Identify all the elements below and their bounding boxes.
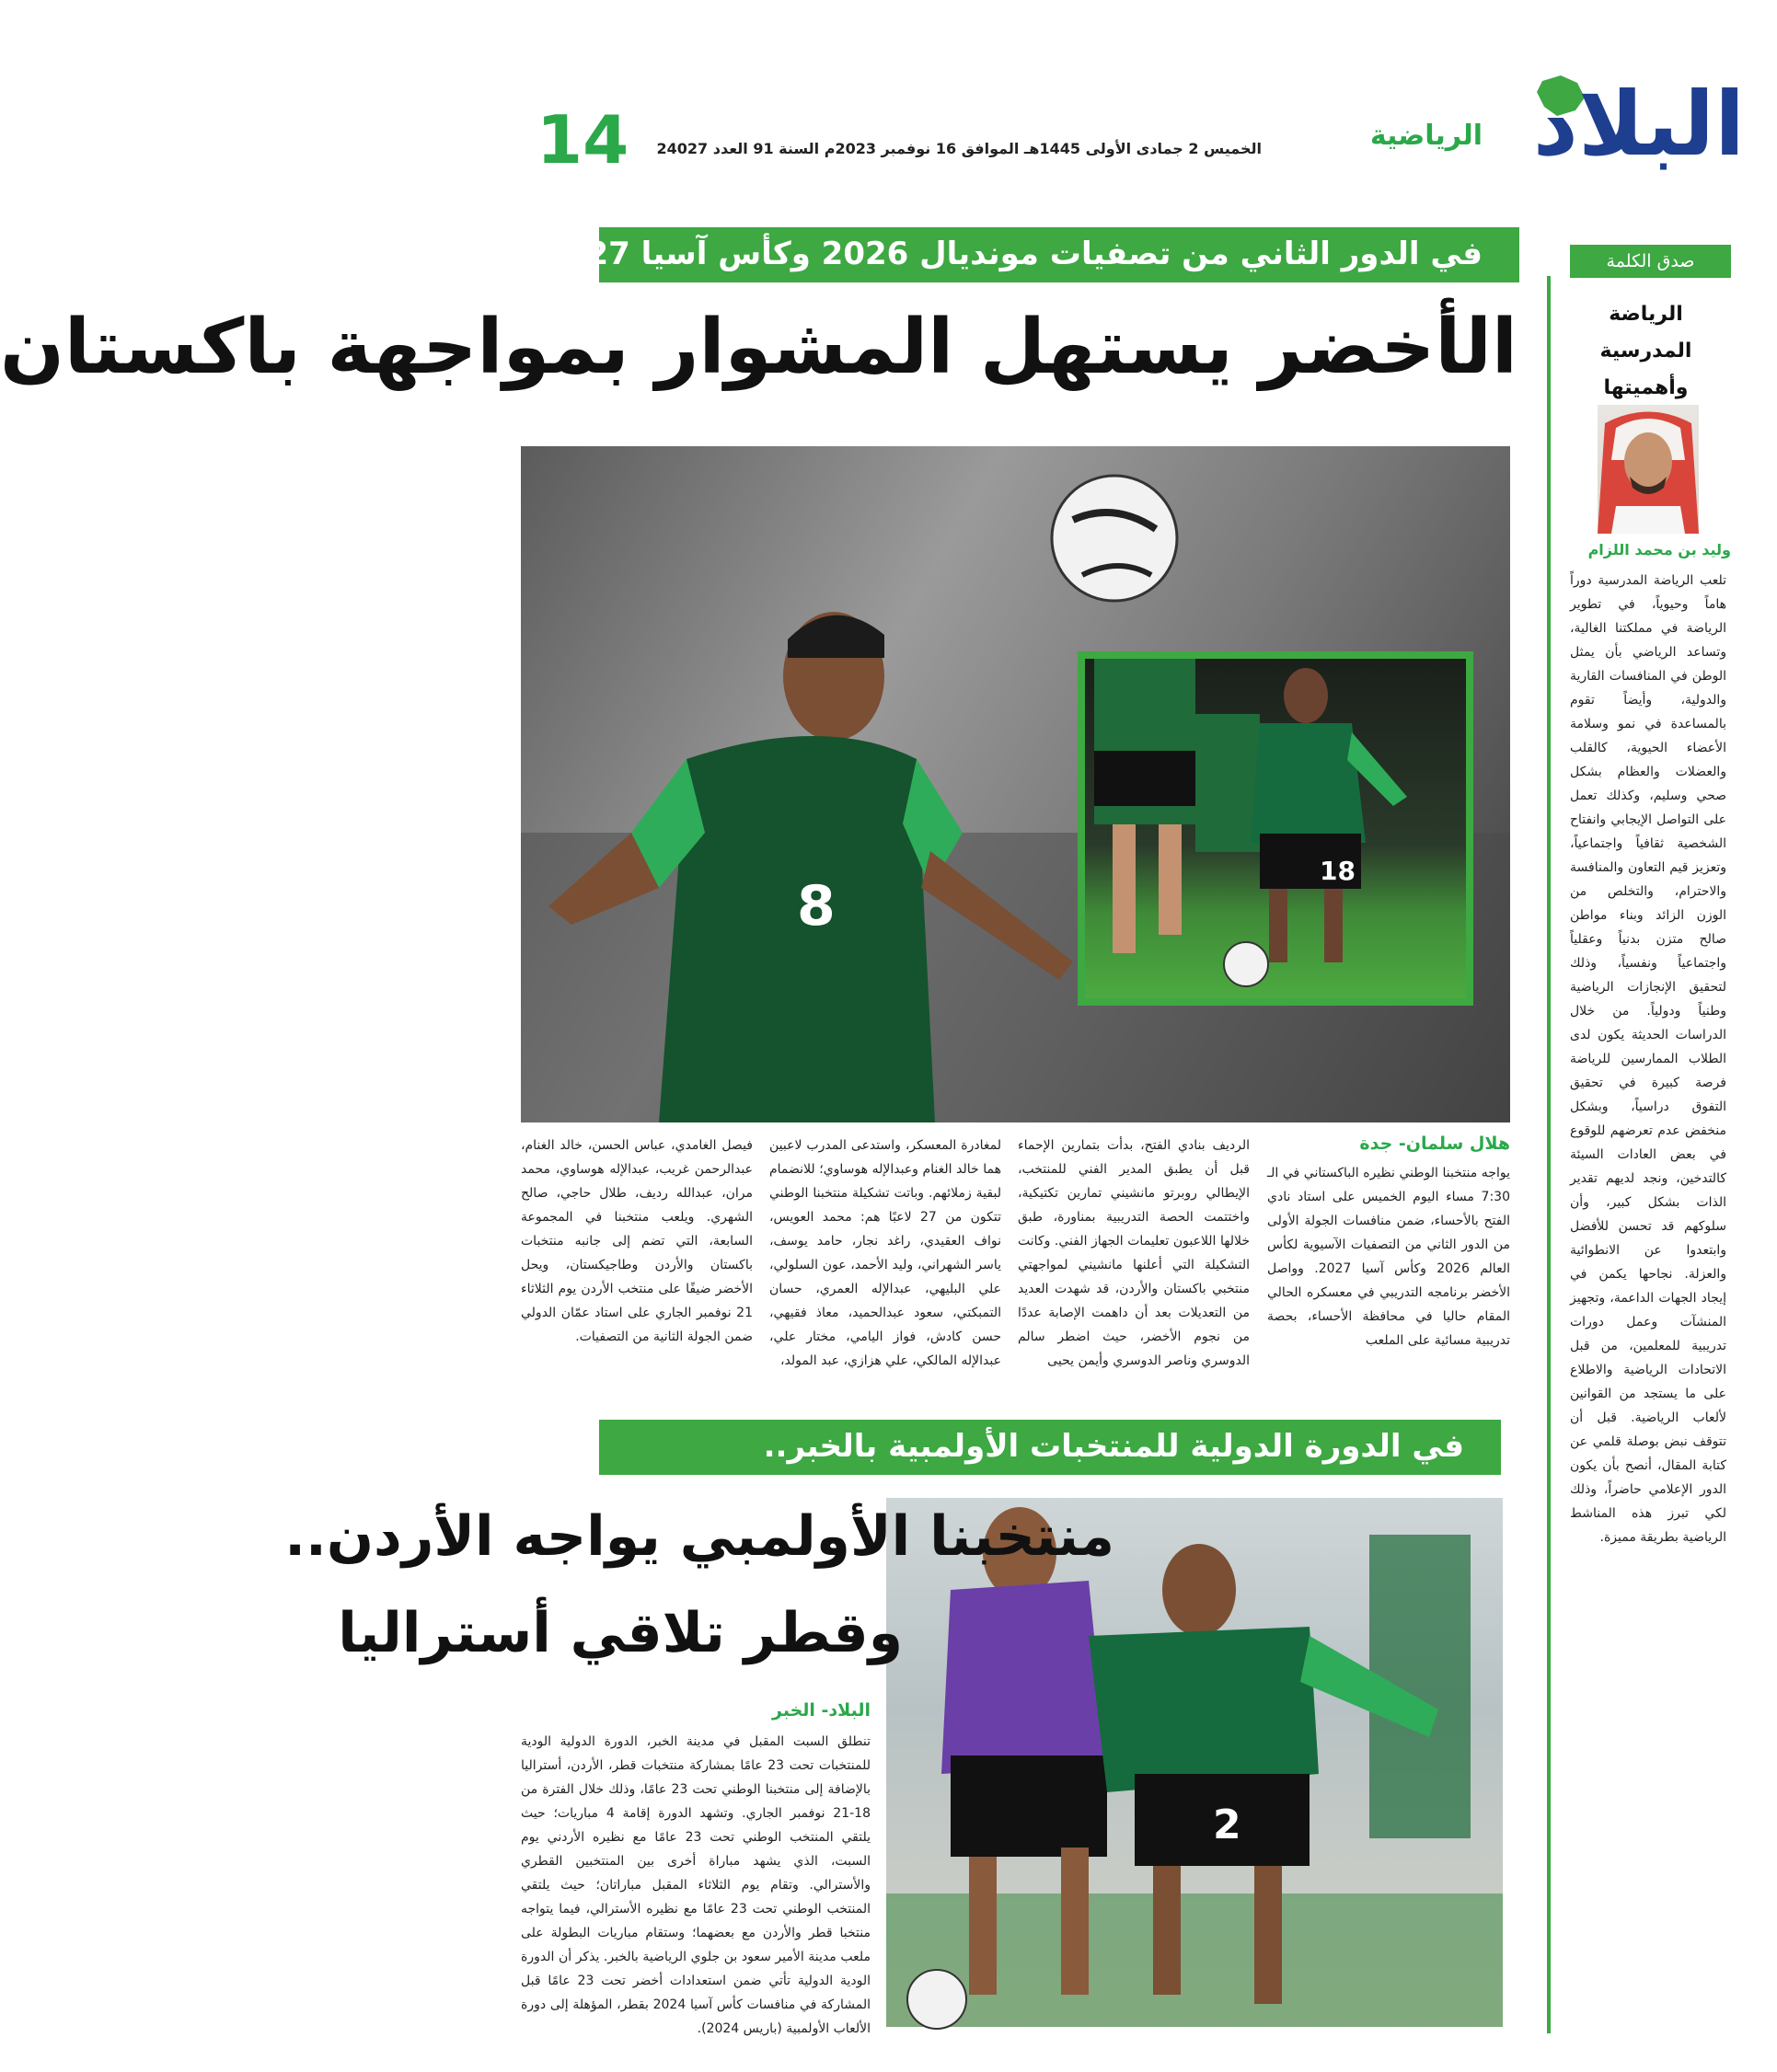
page-number: 14: [537, 101, 629, 178]
story2-headline-line-1: منتخبنا الأولمبي يواجه الأردن..: [284, 1504, 1114, 1569]
author-portrait-illustration: [1598, 405, 1699, 534]
newspaper-logo: [1496, 74, 1745, 179]
story1-inset-photo: [1078, 651, 1473, 1006]
story1-column-3: لمغادرة المعسكر، واستدعى المدرب لاعبين هما خالد الغنام وعبدالإله هوساوي؛ للانضمام لبقية زملائهم. وباتت تشكيلة منتخبنا الوطني تتكون من 27 لاعبًا هم: محمد العويس، نواف العقيدي، راغد نجار، حامد يوسف، ياسر الشهراني، وليد الأحمد، عون السلولي، علي البليهي، عبدالإله العمري، حسان التمبكتي، سعود عبدالحميد، معاذ فقيهي، حسن كادش، فواز اليامي، مختار علي، عبدالإله المالكي، علي هزازي، عبد المولد،: [769, 1138, 1001, 1368]
section-name: الرياضية: [1369, 120, 1483, 152]
svg-text:2: 2: [1213, 1801, 1241, 1848]
story1-kicker: في الدور الثاني من تصفيات مونديال 2026 وكأس آسيا 2027..: [599, 227, 1519, 282]
story2-kicker: في الدورة الدولية للمنتخبات الأولمبية بالخبر..: [599, 1420, 1501, 1475]
story1-byline: هلال سلمان- جدة: [1359, 1134, 1510, 1154]
logo-text: البلاد: [1532, 73, 1745, 176]
svg-text:8: 8: [797, 874, 836, 938]
story1-column-1: يواجه منتخبنا الوطني نظيره الباكستاني في الـ 7:30 مساء اليوم الخميس على استاد نادي الفتح بالأحساء، ضمن منافسات الجولة الأولى من الدور الثاني من التصفيات الآسيوية لكأس العالم 2026 وكأس آسيا 2027. وواصل الأخضر برنامجه التدريبي في معسكره الحالي المقام حاليا في محافظة الأحساء، بحصة تدريبية مسائية على الملعب: [1267, 1166, 1510, 1348]
story1-headline: الأخضر يستهل المشوار بمواجهة باكستان: [0, 304, 1517, 391]
sidebar-body: تلعب الرياضة المدرسية دوراً هاماً وحيوياً، في تطوير الرياضة في مملكتنا الغالية، وتساعد الرياضي بأن يمثل الوطن في المنافسات القارية والدولية، وأيضاً تقوم بالمساعدة في نمو وسلامة الأعضاء الحيوية، كالقلب والعضلات والعظام بشكل صحي وسليم، وكذلك تعمل على التواصل الإيجابي وانفتاح الشخصية ثقافياً واجتماعياً، وتعزيز قيم التعاون والمنافسة والاحترام، والتخلص من الوزن الزائد وبناء مواطن صالح متزن بدنياً وعقلياً واجتماعياً ونفسياً، وذلك لتحقيق الإنجازات الرياضية وطنياً ودولياً. من خلال الدراسات الحديثة يكون لدى الطلاب الممارسين للرياضة فرصة كبيرة في تحقيق التفوق دراسياً، وبشكل منخفض عدم تعرضهم للوقوع في بعض العادات السيئة كالتدخين، ونجد لديهم تقدير الذات بشكل كبير، وأن سلوكهم قد تحسن للأفضل وابتعدوا عن الانطوائية والعزلة. نجاحها يكمن في إيجاد الجهات الداعمة، وتجهيز المنشآت وعمل دورات تدريبية للمعلمين، من قبل الاتحادات الرياضية والاطلاع على ما يستجد من القوانين لألعاب الرياضية. قبل أن تتوقف نبض بوصلة قلمي عن كتابة المقال، أنصح بأن يكون الدور الإعلامي حاضراً، وذلك لكي تبرز هذه المناشط الرياضية بطريقة مميزة.: [1570, 573, 1726, 1545]
sidebar-tag: صدق الكلمة: [1570, 245, 1731, 278]
story2-headline-line-2: وقطر تلاقي أستراليا: [338, 1601, 903, 1665]
svg-text:18: 18: [1320, 856, 1356, 886]
story1-column-4: فيصل الغامدي، عباس الحسن، خالد الغنام، عبدالرحمن غريب، عبدالإله هوساوي، محمد مران، عبدالله رديف، طلال حاجي، صالح الشهري. ويلعب منتخبنا في المجموعة السابعة، التي تضم إلى جانبه منتخبات باكستان والأردن وطاجيكستان، ويحل الأخضر ضيفًا على منتخب الأردن يوم الثلاثاء 21 نوفمبر الجاري على استاد عمّان الدولي ضمن الجولة الثانية من التصفيات.: [521, 1138, 753, 1344]
sidebar-author: وليد بن محمد اللزام: [1587, 541, 1731, 558]
story1-column-2: الرديف بنادي الفتح، بدأت بتمارين الإحماء قبل أن يطبق المدير الفني للمنتخب، الإيطالي روبرتو مانشيني تمارين تكتيكية، واختتمت الحصة التدريبية بمناورة، طبق خلالها اللاعبون تعليمات الجهاز الفني. وكانت التشكيلة التي أعلنها مانشيني لمواجهتي منتخبي باكستان والأردن، قد شهدت العديد من التعديلات بعد أن داهمت الإصابة عددًا من نجوم الأخضر، حيث اضطر سالم الدوسري وناصر الدوسري وأيمن يحيى: [1018, 1138, 1250, 1368]
sidebar-title: الرياضة المدرسية وأهميتها: [1599, 303, 1692, 399]
author-portrait: [1598, 405, 1699, 534]
story2-body: تنطلق السبت المقبل في مدينة الخبر، الدورة الدولية الودية للمنتخبات تحت 23 عامًا بمشاركة منتخبات قطر، الأردن، أستراليا بالإضافة إلى منتخبنا الوطني تحت 23 عامًا، وذلك خلال الفترة من 18-21 نوفمبر الجاري. وتشهد الدورة إقامة 4 مباريات؛ حيث يلتقي المنتخب الوطني تحت 23 عامًا مع نظيره الأردني يوم السبت، الذي يشهد مباراة أخرى بين المنتخبين القطري والأسترالي. وتقام يوم الثلاثاء المقبل مباراتان؛ حيث يلتقي المنتخب الوطني تحت 23 عامًا مع نظيره الأسترالي، فيما يتواجه منتخبا قطر والأردن مع بعضهما؛ وستقام مباريات البطولة على ملعب مدينة الأمير سعود بن جلوي الرياضية بالخبر. يذكر أن الدورة الودية الدولية تأتي ضمن استعدادات أخضر تحت 23 عامًا قبل المشاركة في منافسات كأس آسيا 2024 بقطر، المؤهلة إلى دورة الألعاب الأولمبية (باريس 2024).: [521, 1734, 871, 2036]
dateline: الخميس 2 جمادى الأولى 1445هـ الموافق 16 نوفمبر 2023م السنة 91 العدد 24027: [656, 140, 1262, 157]
story2-byline: البلاد- الخبر: [772, 1700, 871, 1721]
training-photo-illustration: [1085, 659, 1466, 998]
